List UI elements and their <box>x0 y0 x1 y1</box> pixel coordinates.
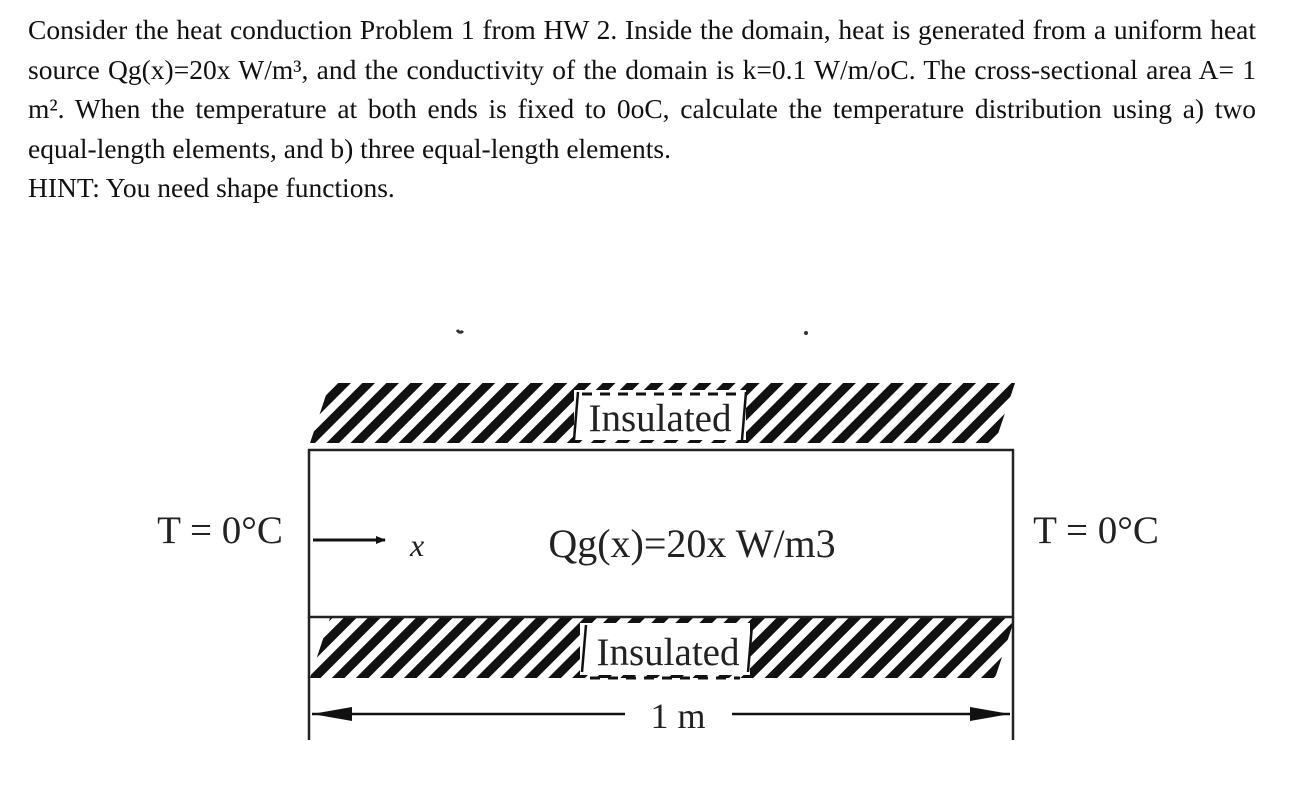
top-insulated-label: Insulated <box>588 397 732 440</box>
top-insulation <box>310 383 1015 443</box>
hint-text: HINT: You need shape functions. <box>28 172 395 203</box>
stray-mark <box>457 330 463 332</box>
bottom-insulated-label: Insulated <box>596 631 740 674</box>
stray-dot <box>804 331 808 335</box>
right-boundary-condition: T = 0°C <box>1033 509 1159 552</box>
bottom-insulation <box>310 618 1015 678</box>
x-axis-label: x <box>410 527 425 563</box>
problem-text: Consider the heat conduction Problem 1 from HW 2. Inside the domain, heat is generated from a uniform heat source Qg(x)=20x W/m³, and the conductivity of the domain is k=0.1 W/m/oC. The cross-sectional area A= 1 m². When the temperature at both ends is fixed to 0oC, calculate the temperature distribution using a) two equal-length elements, and b) three equal-length elements. <box>28 14 1256 164</box>
heat-source-label: Qg(x)=20x W/m3 <box>548 521 836 566</box>
left-boundary-condition: T = 0°C <box>157 509 283 552</box>
length-label: 1 m <box>650 696 706 736</box>
